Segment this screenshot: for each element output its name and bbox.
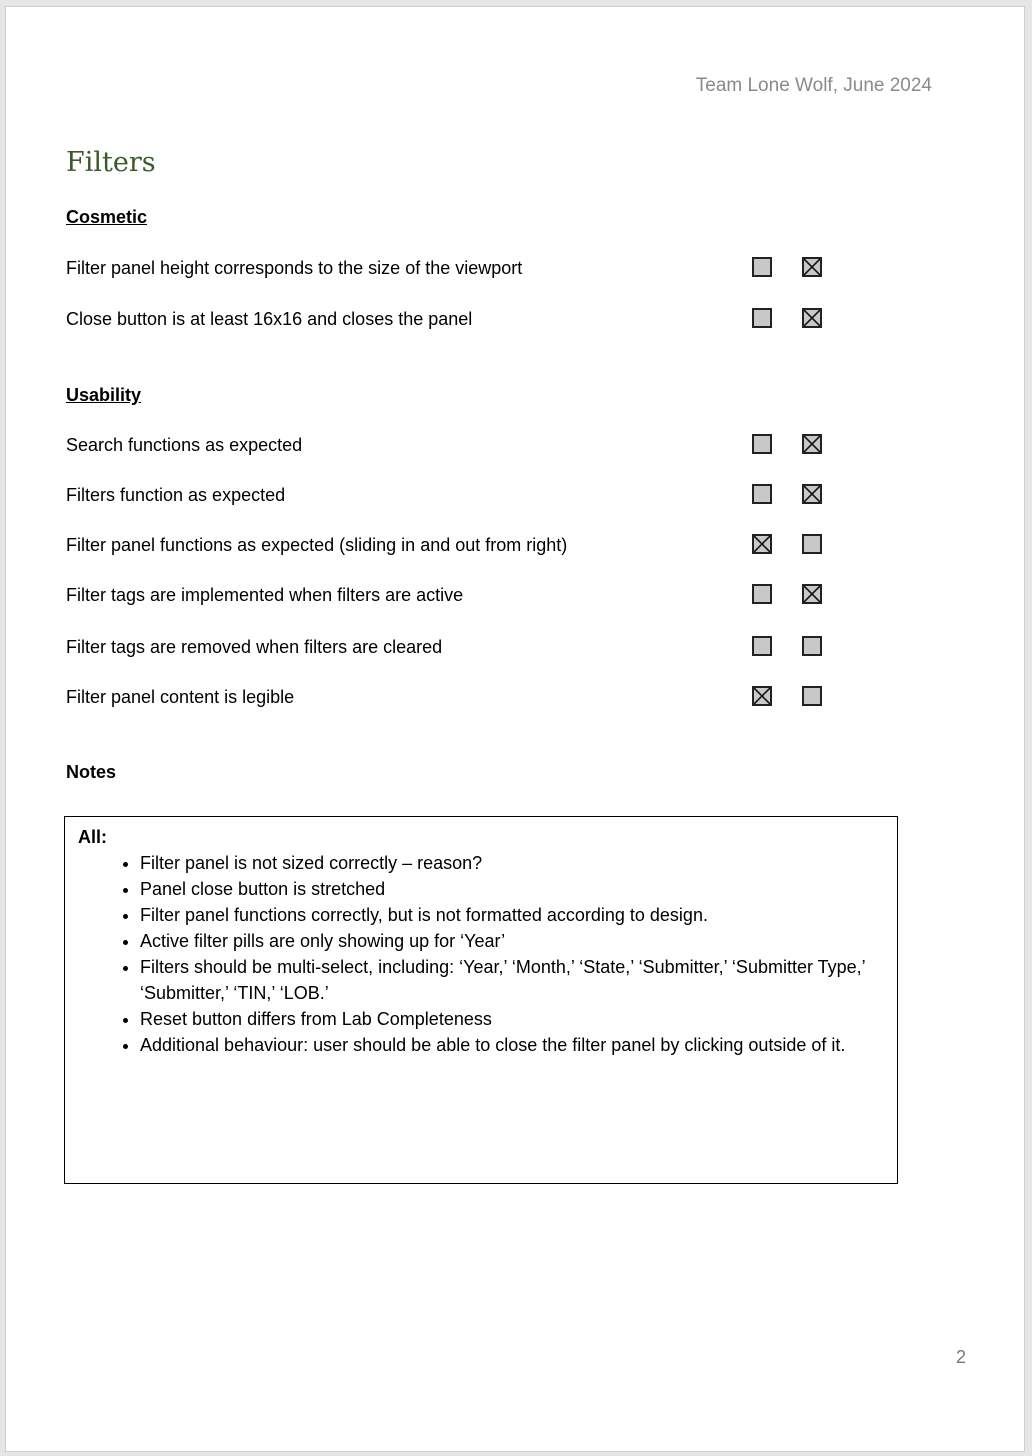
page-title: Filters xyxy=(66,147,156,178)
list-item: • Reset button differs from Lab Completeness xyxy=(140,1006,885,1032)
checkbox-no[interactable] xyxy=(802,584,822,604)
checkbox-x-mark-icon xyxy=(804,310,820,326)
checkbox-no[interactable] xyxy=(802,434,822,454)
checklist-item-label: Filter tags are implemented when filters are active xyxy=(66,585,464,605)
checkbox-yes[interactable] xyxy=(752,308,772,328)
checkbox-yes[interactable] xyxy=(752,584,772,604)
checkbox-x-mark-icon xyxy=(804,436,820,452)
checkbox-x-mark-icon xyxy=(804,259,820,275)
list-item: • Filters should be multi-select, including: ‘Year,’ ‘Month,’ ‘State,’ ‘Submitter,’ ‘Submitter Type,’ ‘Submitter,’ ‘TIN,’ ‘LOB.’ xyxy=(140,954,885,1006)
list-item: • Filter panel is not sized correctly – reason? xyxy=(140,850,885,876)
checklist-item-label: Filter panel content is legible xyxy=(66,687,295,707)
checklist-row xyxy=(66,306,846,334)
list-item: • Additional behaviour: user should be able to close the filter panel by clicking outside of it. xyxy=(140,1032,885,1058)
checkbox-yes[interactable] xyxy=(752,636,772,656)
checkbox-yes[interactable] xyxy=(752,257,772,277)
page-number: 2 xyxy=(955,1347,966,1367)
checklist-item-label: Filter tags are removed when filters are cleared xyxy=(66,637,443,657)
notes-list xyxy=(78,850,885,1058)
section-title-usability: Usability xyxy=(66,385,142,405)
checklist-item-label: Filters function as expected xyxy=(66,485,286,505)
checklist-item-label: Filter panel height corresponds to the size of the viewport xyxy=(66,258,523,278)
checkbox-no[interactable] xyxy=(802,257,822,277)
document-page xyxy=(6,7,1024,1451)
checklist-item-label: Search functions as expected xyxy=(66,435,303,455)
checkbox-yes[interactable] xyxy=(752,534,772,554)
list-item: • Panel close button is stretched xyxy=(140,876,885,902)
checkbox-yes[interactable] xyxy=(752,686,772,706)
checkbox-no[interactable] xyxy=(802,484,822,504)
list-item: • Filter panel functions correctly, but is not formatted according to design. xyxy=(140,902,885,928)
list-item: • Active filter pills are only showing up for ‘Year’ xyxy=(140,928,885,954)
checkbox-no[interactable] xyxy=(802,636,822,656)
section-title-cosmetic: Cosmetic xyxy=(66,207,148,227)
checkbox-no[interactable] xyxy=(802,308,822,328)
checkbox-x-mark-icon xyxy=(754,688,770,704)
page-header: Team Lone Wolf, June 2024 xyxy=(695,75,932,96)
checklist-row xyxy=(66,482,846,510)
checklist-row xyxy=(66,582,846,610)
checklist-row xyxy=(66,634,846,662)
checklist-row xyxy=(66,532,846,560)
checkbox-yes[interactable] xyxy=(752,484,772,504)
checkbox-no[interactable] xyxy=(802,686,822,706)
checklist-item-label: Filter panel functions as expected (sliding in and out from right) xyxy=(66,535,568,555)
checkbox-x-mark-icon xyxy=(804,586,820,602)
notes-title: Notes xyxy=(66,762,117,782)
checklist-row xyxy=(66,255,846,283)
checkbox-x-mark-icon xyxy=(804,486,820,502)
checkbox-no[interactable] xyxy=(802,534,822,554)
notes-heading: All: xyxy=(78,827,107,847)
checklist-row xyxy=(66,432,846,460)
checklist-item-label: Close button is at least 16x16 and closes the panel xyxy=(66,309,473,329)
checkbox-x-mark-icon xyxy=(754,536,770,552)
checklist-row xyxy=(66,684,846,712)
notes-box[interactable] xyxy=(64,816,898,1184)
checkbox-yes[interactable] xyxy=(752,434,772,454)
